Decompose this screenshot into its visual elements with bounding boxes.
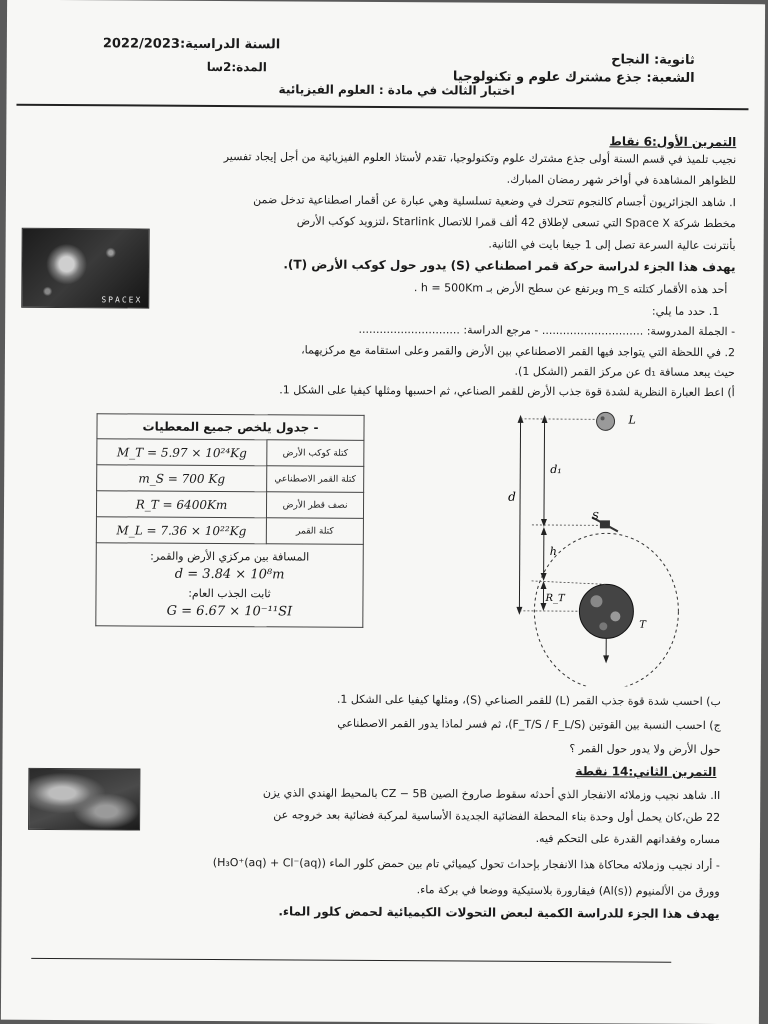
- part1-line3: بأنترنت عالية السرعة تصل إلى 1 جيغا بايت في الثانية.: [488, 237, 736, 253]
- distance-value: d = 3.84 × 10⁸m: [174, 566, 285, 583]
- row-value: R_T = 6400Km: [96, 491, 266, 518]
- question2b: ب) احسب شدة قوة جذب القمر (L) للقمر الصناعي (S)، ومثلها كيفيا على الشكل 1.: [336, 692, 721, 709]
- earth-radius-label: R_T: [545, 592, 565, 605]
- distance-d-label: d: [508, 489, 516, 504]
- distance-label: المسافة بين مركزي الأرض والقمر:: [150, 549, 310, 564]
- exam-duration: المدة:2سا: [206, 59, 267, 75]
- satellite-label: S: [591, 511, 599, 523]
- part2-aim: يهدف هذا الجزء للدراسة الكمية لبعض التحولات الكيميائية لحمض كلور الماء.: [278, 904, 720, 922]
- gravity-label: ثابت الجذب العام:: [188, 586, 271, 601]
- earth-moon-satellite-diagram: [491, 401, 693, 687]
- school-year: السنة الدراسية:2022/2023: [102, 36, 281, 53]
- table-row: [97, 439, 364, 467]
- row-value: M_L = 7.36 × 10²²Kg: [96, 517, 266, 544]
- row-value: m_S = 700 Kg: [97, 465, 267, 492]
- data-table: [95, 413, 364, 628]
- earth-label: T: [639, 619, 647, 631]
- table-row: [96, 517, 363, 545]
- part1-given: أحد هذه الأقمار كتلته m_s ويرتفع عن سطح الأرض بـ h = 500Km .: [413, 281, 728, 297]
- exercise2-title: التمرين الثاني:14 نقطة: [575, 764, 717, 780]
- exam-page: [1, 0, 765, 1024]
- row-label: نصف قطر الأرض: [266, 492, 363, 519]
- row-label: كتلة كوكب الأرض: [267, 440, 364, 467]
- gravity-value: G = 6.67 × 10⁻¹¹SI: [166, 603, 293, 620]
- moon-icon: [597, 412, 615, 430]
- exercise1-intro-line2: للظواهر المشاهدة في أواخر شهر رمضان المبارك.: [506, 172, 737, 188]
- question2-line1: 2. في اللحظة التي يتواجد فيها القمر الاصطناعي بين الأرض والقمر وعلى استقامة مع مركزيهما،: [301, 343, 736, 360]
- part2-line1: II. شاهد نجيب وزملائه الانفجار الذي أحدثه سقوط صاروخ الصين CZ − 5B بالمحيط الهندي الذي يزن: [262, 786, 721, 803]
- row-label: كتلة القمر: [266, 518, 363, 545]
- spacex-satellites-photo: [21, 228, 149, 309]
- question2c-line1: ج) احسب النسبة بين القوتين (F_T/S / F_L/S)، ثم فسر لماذا يدور القمر الاصطناعي: [337, 716, 721, 733]
- part1-line2: مخطط شركة Space X التي تسعى لإطلاق 42 ألف قمرا للاتصال Starlink ،لتزويد كوكب الأرض: [296, 214, 736, 231]
- earth-icon: [579, 584, 633, 638]
- table-row: [96, 491, 363, 519]
- part2-para2-line2: وورق من الألمنيوم (Al(s)) فيقارورة بلاستيكية ووضعا في بركة ماء.: [416, 883, 720, 899]
- constants-cell: [96, 543, 364, 628]
- exam-title: اختبار الثالث في مادة : العلوم الفيزيائية: [278, 82, 515, 98]
- figure-1: [491, 401, 693, 687]
- part2-line3: مساره وفقدانهم القدرة على التحكم فيه.: [535, 831, 721, 847]
- exercise1-title: التمرين الأول:6 نقاط: [609, 134, 737, 150]
- footer-divider: [31, 958, 671, 963]
- part2-line2: 22 طن،كان يحمل أول وحدة بناء المحطة الفضائية الجديدة الأساسية لمركبة فضائية بعد خروجه عن: [273, 808, 721, 825]
- part1-aim: يهدف هذا الجزء لدراسة حركة قمر اصطناعي (S) يدور حول كوكب الأرض (T).: [283, 257, 736, 275]
- question2-line2: حيث يبعد مسافة d₁ عن مركز القمر (الشكل 1).: [514, 364, 735, 380]
- question2a: أ) اعط العبارة النظرية لشدة قوة جذب الأرض للقمر الصناعي، ثم احسبها ومثلها كيفيا على الشكل 1.: [279, 383, 735, 400]
- distance-d1-label: d₁: [550, 463, 562, 477]
- row-value: M_T = 5.97 × 10²⁴Kg: [97, 439, 267, 466]
- data-table-title: - جدول يلخص جميع المعطيات: [97, 414, 364, 441]
- rocket-explosion-photo: [28, 768, 140, 831]
- question1: 1. حدد ما يلي:: [651, 304, 720, 319]
- exercise1-intro-line1: نجيب تلميذ في قسم السنة أولى جذع مشترك علوم وتكنولوجيا، تقدم لأستاذ العلوم الفيزيائية من أجل إيجاد تفسير: [223, 150, 737, 167]
- header-divider: [16, 104, 748, 110]
- altitude-h-label: h: [549, 545, 557, 559]
- table-row: [97, 465, 364, 493]
- question1-items: - الجملة المدروسة: ............................. - مرجع الدراسة: .............................: [358, 322, 736, 339]
- row-label: كتلة القمر الاصطناعي: [267, 466, 364, 493]
- question2c-line2: حول الأرض ولا يدور حول القمر ؟: [569, 742, 721, 757]
- spacex-caption: SPACEX: [101, 295, 143, 305]
- part1-line1: I. شاهد الجزائريون أجسام كالنجوم تتحرك في وضعية تسلسلية وهي عبارة عن أقمار اصطناعية تدخل ضمن: [253, 193, 736, 210]
- part2-para2-line1: - أراد نجيب وزملائه محاكاة هذا الانفجار بإحداث تحول كيميائي تام بين حمض كلور الماء (H₃O⁺(aq) + Cl⁻(aq)): [212, 855, 720, 873]
- school-name: ثانوية: النجاح: [611, 52, 695, 68]
- branch-name: الشعبة: جذع مشترك علوم و تكنولوجيا: [452, 69, 695, 86]
- moon-label: L: [628, 413, 636, 427]
